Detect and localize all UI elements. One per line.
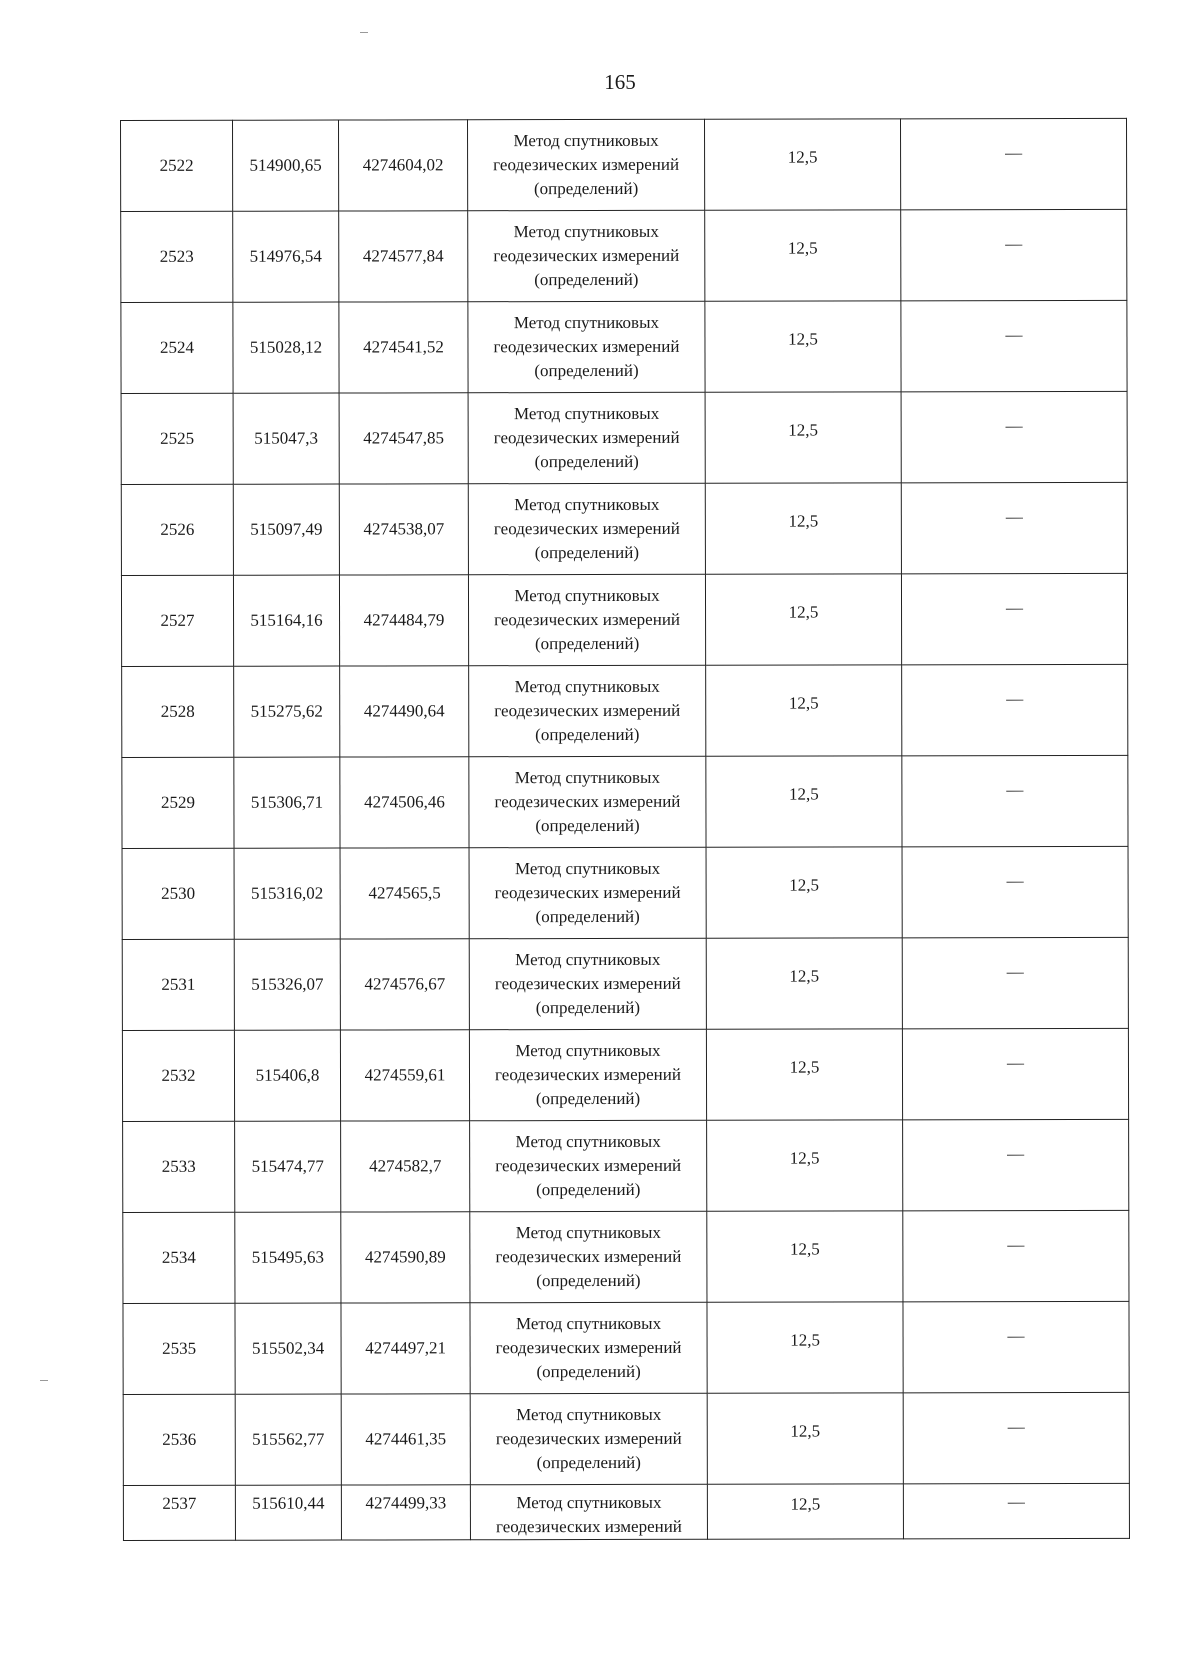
accuracy-cell (705, 210, 901, 301)
x-coordinate-cell (234, 1030, 340, 1121)
method-cell (469, 938, 706, 1029)
x-coordinate-text: 515406,8 (255, 1065, 320, 1085)
point-number-text: 2523 (159, 246, 194, 266)
y-coordinate-cell (341, 1212, 470, 1303)
accuracy-text: 12,5 (789, 875, 819, 895)
x-coordinate-cell (235, 1121, 341, 1212)
point-number-text: 2533 (161, 1156, 196, 1176)
y-coordinate-text: 4274484,79 (363, 610, 445, 630)
y-coordinate-text: 4274577,84 (362, 246, 444, 266)
table-row (123, 1483, 1129, 1540)
point-number-text: 2522 (159, 155, 194, 175)
x-coordinate-text: 515562,77 (252, 1429, 325, 1449)
x-coordinate-text: 515164,16 (250, 610, 323, 630)
method-text: Метод спутниковых геодезических измерений (495, 1492, 682, 1537)
point-number-cell (121, 302, 233, 393)
accuracy-cell (706, 1029, 902, 1120)
table-row (121, 573, 1127, 666)
page-number: 165 (604, 70, 636, 94)
description-cell (901, 482, 1127, 573)
y-coordinate-text: 4274576,67 (364, 974, 446, 994)
x-coordinate-text: 515028,12 (249, 337, 323, 357)
accuracy-text: 12,5 (788, 693, 819, 713)
description-text: — (1007, 1144, 1025, 1164)
description-cell (902, 755, 1128, 846)
description-text: — (1006, 780, 1024, 800)
description-text: — (1005, 143, 1023, 163)
point-number-cell (123, 1212, 235, 1303)
accuracy-text: 12,5 (790, 1330, 820, 1350)
y-coordinate-cell (340, 757, 469, 848)
accuracy-text: 12,5 (787, 238, 818, 258)
y-coordinate-cell (339, 120, 468, 211)
table-body (121, 118, 1130, 1540)
method-cell (468, 392, 705, 483)
point-number-cell (121, 211, 233, 302)
table-row (121, 209, 1127, 302)
accuracy-cell (707, 1120, 903, 1211)
y-coordinate-cell (340, 848, 469, 939)
method-cell (470, 1120, 707, 1211)
description-text: — (1005, 507, 1023, 527)
description-cell (902, 846, 1128, 937)
table-row (122, 937, 1128, 1030)
x-coordinate-cell (233, 393, 339, 484)
method-text: Метод спутниковых геодезических измерений (определений) (494, 767, 681, 836)
point-number-cell (123, 1394, 235, 1485)
point-number-text: 2527 (160, 610, 195, 630)
x-coordinate-cell (234, 848, 340, 939)
point-number-cell (122, 848, 234, 939)
x-coordinate-text: 515306,71 (250, 792, 324, 812)
point-number-cell (123, 1121, 235, 1212)
coordinates-table (120, 118, 1130, 1541)
accuracy-text: 12,5 (789, 1057, 820, 1077)
description-text: — (1005, 325, 1023, 345)
accuracy-cell (707, 1302, 903, 1393)
x-coordinate-text: 515316,02 (250, 883, 324, 903)
y-coordinate-text: 4274541,52 (363, 337, 444, 357)
method-text: Метод спутниковых геодезических измерений (определений) (493, 403, 680, 472)
method-text: Метод спутниковых геодезических измерений (определений) (495, 1222, 682, 1291)
description-cell (900, 118, 1126, 209)
method-cell (468, 119, 705, 210)
accuracy-text: 12,5 (788, 329, 818, 349)
point-number-text: 2525 (160, 428, 195, 448)
method-cell (470, 1393, 707, 1484)
y-coordinate-text: 4274499,33 (365, 1493, 447, 1513)
method-text: Метод спутниковых геодезических измерений (определений) (495, 1040, 681, 1109)
description-cell (902, 664, 1128, 755)
accuracy-text: 12,5 (790, 1421, 821, 1441)
method-cell (469, 847, 706, 938)
x-coordinate-cell (234, 757, 340, 848)
point-number-cell (122, 939, 234, 1030)
table-row (122, 664, 1128, 757)
method-text: Метод спутниковых геодезических измерений (определений) (494, 949, 681, 1018)
y-coordinate-text: 4274565,5 (368, 883, 441, 903)
point-number-cell (121, 393, 233, 484)
description-cell (901, 300, 1127, 391)
table-row (123, 1119, 1129, 1212)
accuracy-text: 12,5 (789, 784, 819, 804)
table-row (123, 1301, 1129, 1394)
y-coordinate-text: 4274547,85 (363, 428, 445, 448)
x-coordinate-text: 515474,77 (251, 1156, 324, 1176)
table-row (123, 1392, 1129, 1485)
accuracy-text: 12,5 (788, 602, 819, 622)
accuracy-cell (706, 665, 902, 756)
point-number-text: 2526 (160, 519, 195, 539)
y-coordinate-cell (339, 575, 468, 666)
accuracy-text: 12,5 (789, 1148, 820, 1168)
y-coordinate-cell (340, 666, 469, 757)
y-coordinate-text: 4274582,7 (369, 1156, 442, 1176)
table-row (121, 300, 1127, 393)
y-coordinate-text: 4274590,89 (364, 1247, 446, 1267)
x-coordinate-text: 515097,49 (250, 519, 323, 539)
accuracy-cell (706, 847, 902, 938)
accuracy-cell (706, 756, 902, 847)
description-text: — (1007, 1417, 1025, 1437)
y-coordinate-cell (341, 1394, 470, 1485)
method-cell (469, 756, 706, 847)
method-cell (468, 483, 705, 574)
x-coordinate-text: 514900,65 (249, 155, 322, 175)
y-coordinate-text: 4274490,64 (363, 701, 445, 721)
x-coordinate-cell (235, 1394, 341, 1485)
method-cell (470, 1211, 707, 1302)
description-cell (901, 573, 1127, 664)
point-number-text: 2537 (162, 1493, 197, 1513)
method-text: Метод спутниковых геодезических измерений (определений) (493, 221, 680, 290)
point-number-cell (123, 1303, 235, 1394)
y-coordinate-text: 4274538,07 (363, 519, 445, 539)
y-coordinate-cell (340, 1030, 469, 1121)
description-cell (903, 1301, 1129, 1392)
description-cell (903, 1392, 1129, 1483)
method-cell (470, 1484, 707, 1539)
x-coordinate-cell (234, 666, 340, 757)
accuracy-cell (705, 301, 901, 392)
method-text: Метод спутниковых геодезических измерений (определений) (495, 1131, 682, 1200)
description-cell (903, 1119, 1129, 1210)
accuracy-cell (707, 1484, 903, 1539)
point-number-text: 2524 (159, 337, 194, 357)
accuracy-cell (705, 574, 901, 665)
description-cell (902, 1028, 1128, 1119)
y-coordinate-cell (339, 484, 468, 575)
description-text: — (1005, 416, 1023, 436)
table-row (121, 391, 1127, 484)
point-number-text: 2536 (162, 1429, 197, 1449)
y-coordinate-text: 4274604,02 (362, 155, 444, 175)
accuracy-text: 12,5 (788, 420, 819, 440)
point-number-cell (122, 757, 234, 848)
x-coordinate-text: 515495,63 (251, 1247, 325, 1267)
accuracy-text: 12,5 (788, 511, 819, 531)
point-number-text: 2534 (161, 1247, 196, 1267)
method-text: Метод спутниковых геодезических измерений (определений) (495, 1404, 682, 1473)
description-text: — (1006, 1053, 1024, 1073)
accuracy-text: 12,5 (790, 1494, 821, 1514)
description-cell (903, 1210, 1129, 1301)
method-text: Метод спутниковых геодезических измерений (определений) (493, 312, 680, 381)
method-text: Метод спутниковых геодезических измерений (определений) (495, 1313, 682, 1382)
x-coordinate-cell (233, 211, 339, 302)
point-number-text: 2528 (160, 701, 195, 721)
method-cell (470, 1302, 707, 1393)
point-number-cell (121, 484, 233, 575)
x-coordinate-text: 514976,54 (249, 246, 322, 266)
x-coordinate-cell (235, 1303, 341, 1394)
x-coordinate-cell (234, 939, 340, 1030)
method-cell (468, 210, 705, 301)
y-coordinate-cell (341, 1303, 470, 1394)
scan-mark (360, 32, 368, 33)
accuracy-cell (706, 938, 902, 1029)
table-row (121, 482, 1127, 575)
x-coordinate-cell (233, 120, 339, 211)
method-text: Метод спутниковых геодезических измерений (определений) (494, 676, 681, 745)
point-number-cell (121, 120, 233, 211)
description-cell (901, 209, 1127, 300)
point-number-text: 2530 (161, 883, 196, 903)
accuracy-text: 12,5 (789, 966, 820, 986)
description-cell (903, 1483, 1129, 1538)
point-number-cell (122, 666, 234, 757)
point-number-text: 2532 (161, 1065, 196, 1085)
description-text: — (1007, 1492, 1025, 1512)
x-coordinate-text: 515326,07 (251, 974, 324, 994)
accuracy-text: 12,5 (787, 147, 818, 167)
description-text: — (1007, 1235, 1025, 1255)
table-row (122, 1028, 1128, 1121)
y-coordinate-cell (341, 1121, 470, 1212)
method-cell (468, 574, 705, 665)
y-coordinate-cell (339, 393, 468, 484)
y-coordinate-text: 4274506,46 (364, 792, 445, 812)
accuracy-cell (707, 1211, 903, 1302)
x-coordinate-text: 515610,44 (252, 1493, 325, 1513)
method-cell (469, 1029, 706, 1120)
table-row (121, 118, 1127, 211)
y-coordinate-cell (341, 1485, 470, 1540)
point-number-cell (121, 575, 233, 666)
point-number-text: 2531 (161, 974, 196, 994)
description-text: — (1006, 689, 1024, 709)
accuracy-cell (705, 483, 901, 574)
description-cell (902, 937, 1128, 1028)
description-text: — (1006, 598, 1024, 618)
point-number-cell (123, 1485, 235, 1540)
point-number-cell (122, 1030, 234, 1121)
table-row (122, 846, 1128, 939)
x-coordinate-text: 515047,3 (254, 428, 319, 448)
table-row (123, 1210, 1129, 1303)
description-text: — (1007, 1326, 1025, 1346)
y-coordinate-text: 4274559,61 (364, 1065, 446, 1085)
description-cell (901, 391, 1127, 482)
method-text: Метод спутниковых геодезических измерений (определений) (493, 130, 680, 199)
y-coordinate-text: 4274461,35 (365, 1429, 447, 1449)
y-coordinate-cell (340, 939, 469, 1030)
point-number-text: 2535 (162, 1338, 197, 1358)
x-coordinate-cell (233, 302, 339, 393)
method-text: Метод спутниковых геодезических измерений (определений) (494, 585, 681, 654)
description-text: — (1006, 962, 1024, 982)
accuracy-cell (707, 1393, 903, 1484)
x-coordinate-cell (235, 1212, 341, 1303)
method-text: Метод спутниковых геодезических измерений (определений) (493, 494, 680, 563)
y-coordinate-text: 4274497,21 (365, 1338, 446, 1358)
y-coordinate-cell (339, 211, 468, 302)
accuracy-cell (704, 119, 900, 210)
description-text: — (1006, 871, 1024, 891)
x-coordinate-cell (233, 575, 339, 666)
method-cell (468, 301, 705, 392)
table-row (122, 755, 1128, 848)
description-text: — (1005, 234, 1023, 254)
x-coordinate-text: 515275,62 (250, 701, 323, 721)
scan-mark (40, 1380, 48, 1381)
accuracy-text: 12,5 (789, 1239, 820, 1259)
accuracy-cell (705, 392, 901, 483)
x-coordinate-cell (235, 1485, 341, 1540)
x-coordinate-cell (233, 484, 339, 575)
x-coordinate-text: 515502,34 (251, 1338, 325, 1358)
method-cell (469, 665, 706, 756)
y-coordinate-cell (339, 302, 468, 393)
method-text: Метод спутниковых геодезических измерений (определений) (494, 858, 681, 927)
point-number-text: 2529 (160, 792, 195, 812)
